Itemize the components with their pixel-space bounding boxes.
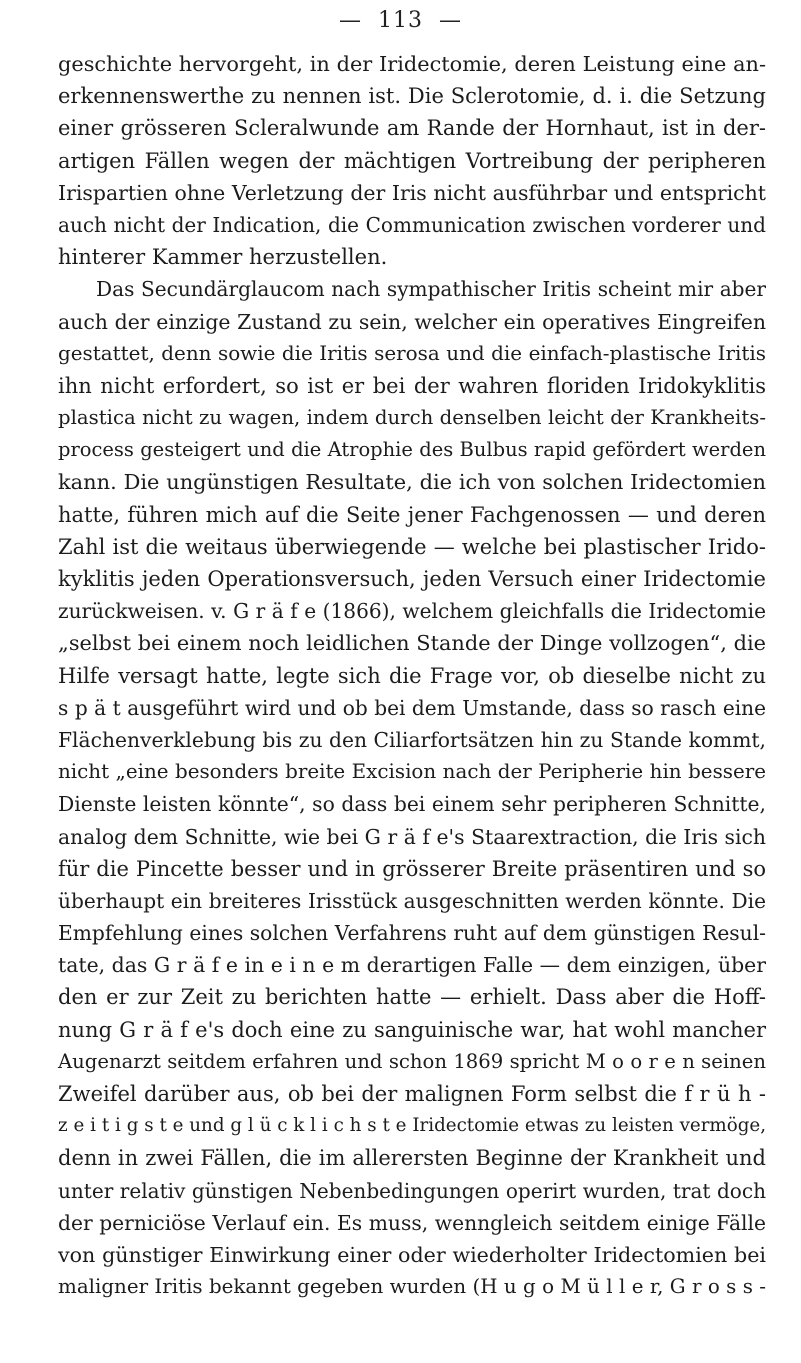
text-line: auch nicht der Indication, die Communication zwischen vorderer und (58, 212, 766, 237)
text-line: Das Secundärglaucom nach sympathischer Iritis scheint mir aber (96, 277, 766, 302)
text-line: Irispartien ohne Verletzung der Iris nicht ausführbar und entspricht (58, 180, 766, 205)
text-line: artigen Fällen wegen der mächtigen Vortreibung der peripheren (58, 148, 766, 173)
text-line: kann. Die ungünstigen Resultate, die ich von solchen Iridectomien (58, 470, 766, 495)
body-text (58, 48, 766, 1303)
text-line: Zahl ist die weitaus überwiegende — welche bei plastischer Irido- (58, 534, 766, 559)
page-number: 113 (378, 8, 423, 33)
text-line: der perniciöse Verlauf ein. Es muss, wenngleich seitdem einige Fälle (58, 1210, 766, 1235)
text-line: Empfehlung eines solchen Verfahrens ruht auf dem günstigen Resul- (58, 921, 766, 946)
text-line: nung G r ä f e's doch eine zu sanguinische war, hat wohl mancher (58, 1017, 766, 1042)
text-line: plastica nicht zu wagen, indem durch denselben leicht der Krankheits- (58, 406, 766, 430)
text-line: den er zur Zeit zu berichten hatte — erhielt. Dass aber die Hoff- (58, 985, 766, 1010)
text-line: Augenarzt seitdem erfahren und schon 1869 spricht M o o r e n seinen (58, 1049, 766, 1073)
text-line: z e i t i g s t e und g l ü c k l i c h s t e Iridectomie etwas zu leisten vermöge, (58, 1115, 766, 1137)
text-line: auch der einzige Zustand zu sein, welcher ein operatives Eingreifen (58, 309, 766, 334)
text-line: s p ä t ausgeführt wird und ob bei dem Umstande, dass so rasch eine (58, 695, 766, 720)
text-line: für die Pincette besser und in grösserer Breite präsentiren und so (58, 856, 766, 881)
text-line: Hilfe versagt hatte, legte sich die Frage vor, ob dieselbe nicht zu (58, 663, 766, 688)
text-line: gestattet, denn sowie die Iritis serosa und die einfach-plastische Iritis (58, 341, 766, 365)
text-line: einer grösseren Scleralwunde am Rande der Hornhaut, ist in der- (58, 116, 766, 141)
header-dash-right: — (439, 8, 462, 33)
text-line: geschichte hervorgeht, in der Iridectomie, deren Leistung eine an- (58, 52, 766, 76)
header-dash-left: — (339, 8, 362, 33)
text-line: zurückweisen. v. G r ä f e (1866), welchem gleichfalls die Iridectomie (58, 599, 766, 624)
text-line: kyklitis jeden Operationsversuch, jeden Versuch einer Iridectomie (58, 567, 766, 591)
text-line: maligner Iritis bekannt gegeben wurden (H u g o M ü l l e r, G r o s s - (58, 1275, 766, 1299)
text-line: von günstiger Einwirkung einer oder wiederholter Iridectomien bei (58, 1242, 766, 1267)
text-line: Flächenverklebung bis zu den Ciliarfortsätzen hin zu Stande kommt, (58, 727, 766, 752)
text-line: nicht „eine besonders breite Excision nach der Peripherie hin bessere (58, 760, 766, 784)
text-line: Zweifel darüber aus, ob bei der malignen Form selbst die f r ü h - (58, 1082, 766, 1106)
text-line: hinterer Kammer herzustellen. (58, 245, 388, 270)
text-line: erkennenswerthe zu nennen ist. Die Sclerotomie, d. i. die Setzung (58, 84, 766, 109)
text-line: ihn nicht erfordert, so ist er bei der wahren floriden Iridokyklitis (58, 373, 766, 398)
text-line: hatte, führen mich auf die Seite jener Fachgenossen — und deren (58, 502, 766, 527)
text-line: Dienste leisten könnte“, so dass bei einem sehr peripheren Schnitte, (58, 792, 766, 817)
page-header (0, 6, 801, 36)
text-line: analog dem Schnitte, wie bei G r ä f e's Staarextraction, die Iris sich (58, 824, 766, 849)
text-line: überhaupt ein breiteres Irisstück ausgeschnitten werden könnte. Die (58, 888, 766, 913)
text-line: „selbst bei einem noch leidlichen Stande der Dinge vollzogen“, die (58, 631, 766, 656)
text-line: denn in zwei Fällen, die im allerersten Beginne der Krankheit und (58, 1146, 766, 1171)
text-line: tate, das G r ä f e in e i n e m derartigen Falle — dem einzigen, über (58, 953, 766, 978)
text-line: unter relativ günstigen Nebenbedingungen operirt wurden, trat doch (58, 1178, 766, 1203)
text-line: process gesteigert und die Atrophie des Bulbus rapid gefördert werden (58, 438, 766, 462)
